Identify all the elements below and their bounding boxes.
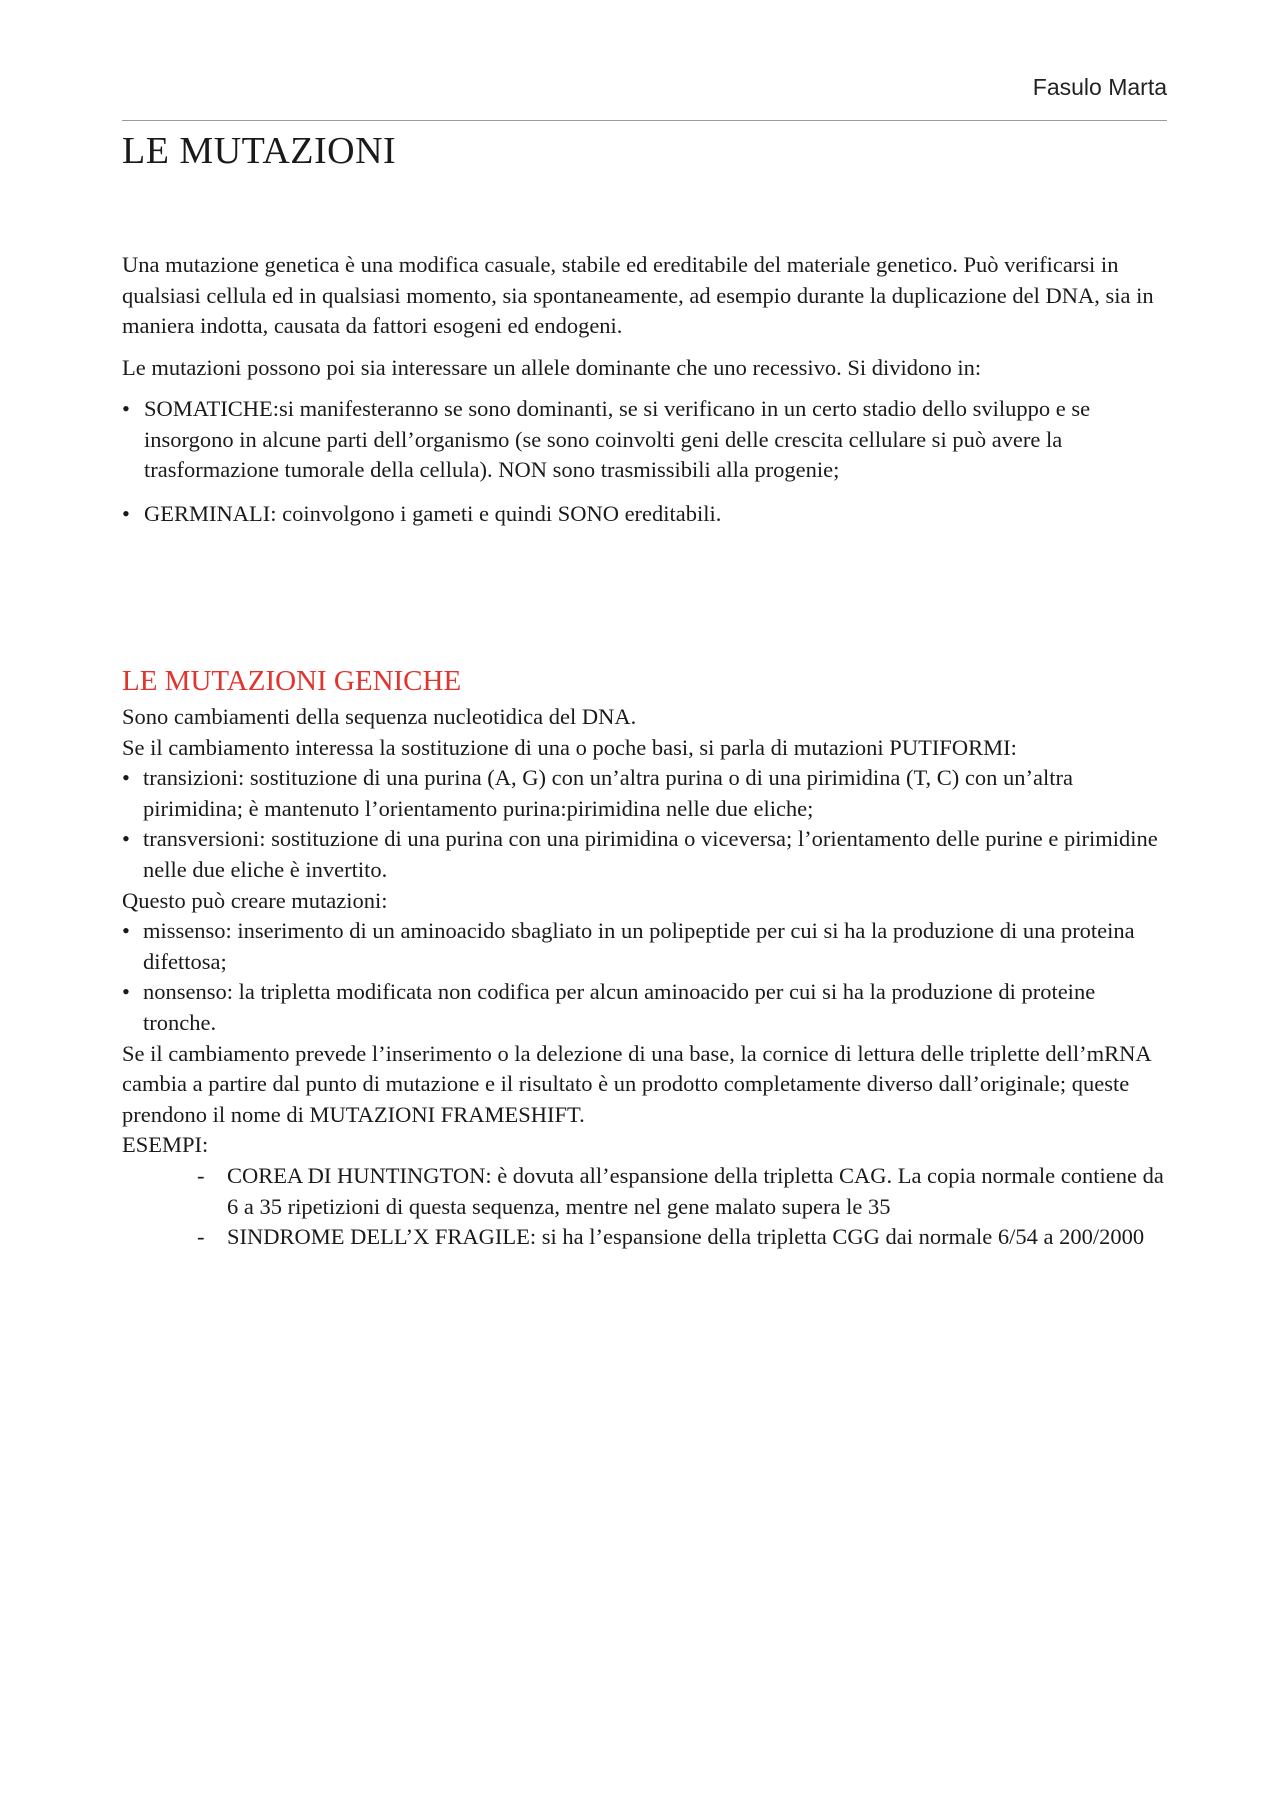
list-item: [122, 499, 1167, 530]
list-item-text: SINDROME DELL’X FRAGILE: si ha l’espansione della tripletta CGG dai normale 6/54 a 200/2000: [227, 1224, 1145, 1250]
effects-list: [122, 916, 1167, 1038]
list-item-text: nonsenso: la tripletta modificata non codifica per alcun aminoacido per cui si ha la produzione di proteine tronche.: [143, 979, 1096, 1035]
list-item: [122, 824, 1167, 885]
mutation-types-list: [122, 394, 1167, 529]
list-item-text: transizioni: sostituzione di una purina (A, G) con un’altra purina o di una pirimidina (T, C) con un’altra pirimidina; è mantenuto l’orientamento purina:pirimidina nelle due eliche;: [143, 765, 1073, 821]
list-item-text: SOMATICHE:si manifesteranno se sono dominanti, se si verificano in un certo stadio dello sviluppo e se insorgono in alcune parti dell’organismo (se sono coinvolti geni delle crescita cellulare si può avere la trasformazione tumorale della cellula). NON sono trasmissibili alla progenie;: [144, 396, 1091, 482]
geniche-section: [122, 702, 1167, 1253]
header-rule: [122, 120, 1167, 121]
page-title: LE MUTAZIONI: [122, 130, 397, 172]
list-item: [197, 1222, 1167, 1253]
document-page: [122, 0, 1167, 1811]
bullet-icon: •: [122, 979, 130, 1005]
bullet-icon: •: [122, 396, 130, 421]
intro-paragraph: Le mutazioni possono poi sia interessare un allele dominante che uno recessivo. Si dividono in:: [122, 354, 982, 380]
list-item-text: GERMINALI: coinvolgono i gameti e quindi SONO ereditabili.: [144, 500, 722, 526]
list-item-text: missenso: inserimento di un aminoacido sbagliato in un polipeptide per cui si ha la produzione di una proteina difettosa;: [143, 918, 1135, 974]
examples-list: [122, 1161, 1167, 1253]
section-line: Questo può creare mutazioni:: [122, 887, 388, 913]
dash-icon: -: [197, 1224, 205, 1250]
list-item: [197, 1161, 1167, 1222]
bullet-icon: •: [122, 918, 130, 944]
substitution-list: [122, 763, 1167, 885]
list-item-text: COREA DI HUNTINGTON: è dovuta all’espansione della tripletta CAG. La copia normale contiene da 6 a 35 ripetizioni di questa sequenza, mentre nel gene malato supera le 35: [227, 1162, 1164, 1219]
intro-paragraph: Una mutazione genetica è una modifica casuale, stabile ed ereditabile del materiale genetico. Può verificarsi in qualsiasi cellula ed in qualsiasi momento, sia spontaneamente, ad esempio durante la duplicazione del DNA, sia in maniera indotta, causata da fattori esogeni ed endogeni.: [122, 252, 1154, 338]
list-item: [122, 916, 1167, 977]
dash-icon: -: [197, 1162, 205, 1188]
section-heading: LE MUTAZIONI GENICHE: [122, 665, 462, 697]
bullet-icon: •: [122, 765, 130, 791]
intro-section: [122, 250, 1167, 542]
section-line: Sono cambiamenti della sequenza nucleotidica del DNA.: [122, 704, 637, 729]
list-item-text: transversioni: sostituzione di una purina con una pirimidina o viceversa; l’orientamento delle purine e pirimidine nelle due eliche è invertito.: [143, 826, 1158, 882]
bullet-icon: •: [122, 826, 130, 852]
section-line: Se il cambiamento interessa la sostituzione di una o poche basi, si parla di mutazioni PUTIFORMI:: [122, 734, 1017, 760]
list-item: [122, 977, 1167, 1038]
list-item: [122, 763, 1167, 824]
section-line: Se il cambiamento prevede l’inserimento o la delezione di una base, la cornice di lettura delle triplette dell’mRNA cambia a partire dal punto di mutazione e il risultato è un prodotto completamente diverso dall’originale; queste prendono il nome di MUTAZIONI FRAMESHIFT.: [122, 1040, 1151, 1127]
bullet-icon: •: [122, 500, 130, 526]
list-item: [122, 394, 1167, 486]
section-line: ESEMPI:: [122, 1132, 209, 1158]
header-author: Fasulo Marta: [1032, 74, 1167, 100]
